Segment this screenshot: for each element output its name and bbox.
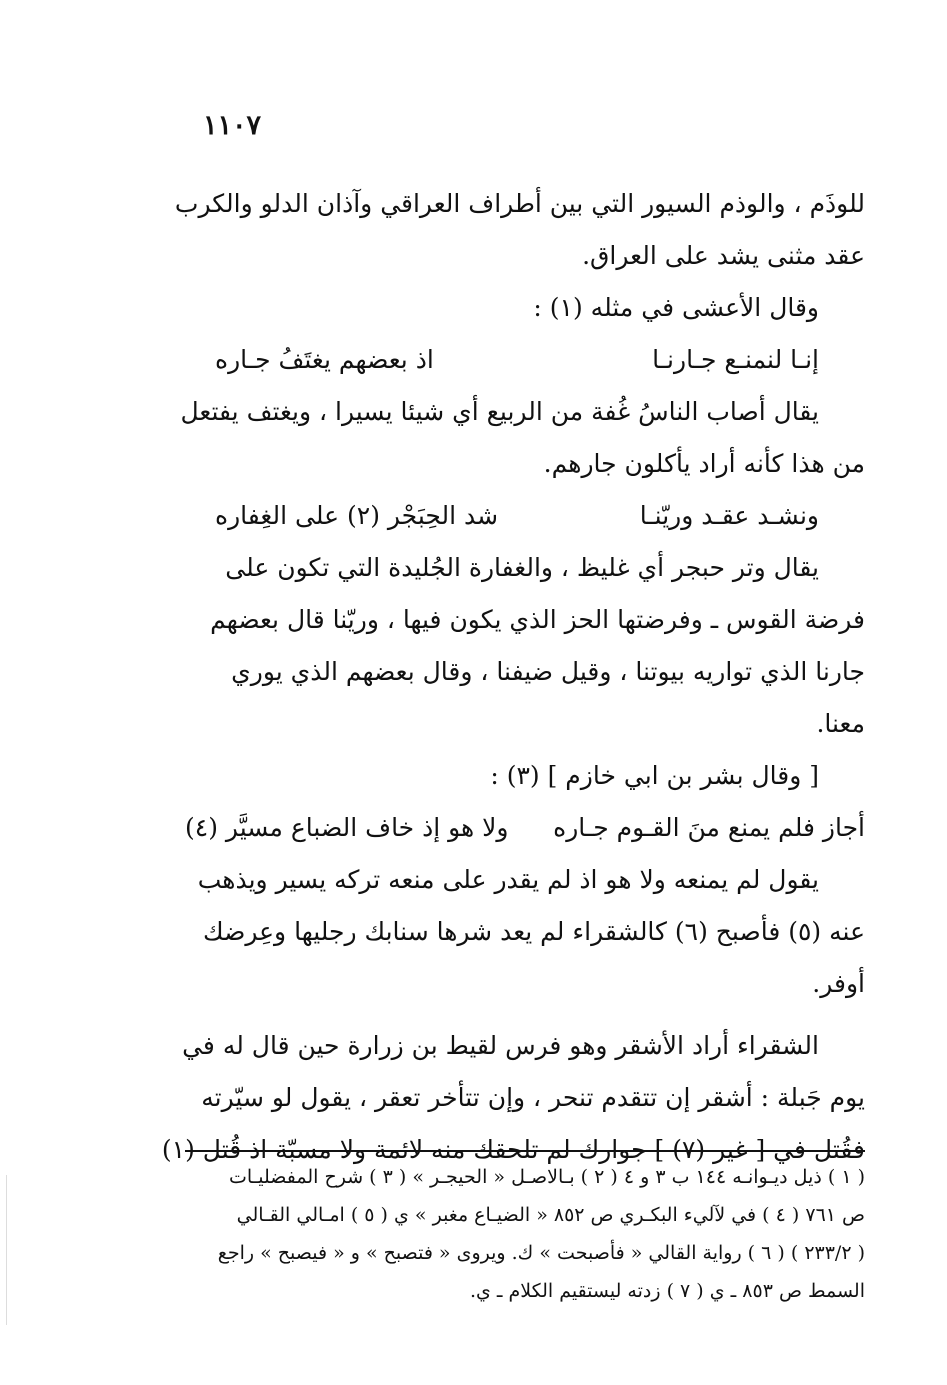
text-line: يقول لم يمنعه ولا هو اذ لم يقدر على منعه تركه يسير ويذهب: [197, 865, 819, 894]
text-line: عقد مثنى يشد على العراق.: [582, 241, 865, 270]
text-line: فقُتل في [ غير (٧) ] جوارك لم تلحقك منه لائمة ولا مسبّة اذ قُتل (١): [161, 1135, 865, 1164]
verse-first-hemistich: أجاز فلم يمنع منَ القـوم جـاره: [553, 813, 865, 842]
paragraph-gap: [185, 1010, 865, 1020]
verse-first-hemistich: إنـا لنمنـع جـارنـا: [652, 345, 819, 374]
footnote-line: ص ٧٦١ ( ٤ ) في لآليء البكـري ص ٨٥٢ « الضيـاع مغبر » ي ( ٥ ) امـالي القـالي: [236, 1204, 865, 1226]
footnote-line: السمط ص ٨٥٣ ـ ي ( ٧ ) زدته ليستقيم الكلام ـ ي.: [469, 1280, 865, 1302]
text-line: جارنا الذي تواريه بيوتنا ، وقيل ضيفنا ، وقال بعضهم الذي يوري: [231, 657, 865, 686]
text-line: يوم جَبلة : أشقر إن تتقدم تنحر ، وإن تتأخر تعقر ، يقول لو سيّرته: [201, 1083, 865, 1112]
verse-line: [185, 334, 865, 386]
page-number: ١١٠٧: [202, 110, 261, 141]
verse-line: [185, 490, 865, 542]
footnote-line: ( ١ ) ذيل ديـوانـه ١٤٤ ب ٣ و ٤ ( ٢ ) بـالاصـل « الحيجـر » ( ٣ ) شرح المفضليـات: [229, 1166, 865, 1188]
text-line: معنا.: [816, 709, 865, 738]
footnote-divider: [185, 1150, 865, 1152]
text-line: أوفر.: [812, 969, 865, 998]
verse-second-hemistich: اذ بعضهم يغتَفُ جـاره: [215, 345, 434, 374]
text-line: وقال الأعشى في مثله (١) :: [533, 293, 819, 322]
text-line: فرضة القوس ـ وفرضتها الحز الذي يكون فيها ، وريّنا قال بعضهم: [210, 605, 865, 634]
verse-second-hemistich: ولا هو إذ خاف الضباع مسيَّر (٤): [185, 813, 509, 842]
text-line: يقال وتر حبجر أي غليظ ، والغفارة الجُليدة التي تكون على: [225, 553, 819, 582]
verse-line: [185, 802, 865, 854]
text-line: من هذا كأنه أراد يأكلون جارهم.: [543, 449, 865, 478]
verse-second-hemistich: شد الحِبَجْر (٢) على الغِفاره: [215, 501, 499, 530]
footnotes: [185, 1158, 865, 1310]
text-line: للوذَم ، والوذم السيور التي بين أطراف العراقي وآذان الدلو والكرب: [174, 189, 865, 218]
verse-first-hemistich: ونشـد عقـد وريّنـا: [639, 501, 819, 530]
text-line: [ وقال بشر بن ابي خازم ] (٣) :: [490, 761, 819, 790]
text-line: يقال أصاب الناسُ غُفة من الربيع أي شيئا يسيرا ، ويغتف يفتعل: [180, 397, 819, 426]
footnote-line: ( ٢٣٣/٢ ) ( ٦ ) رواية القالي « فأصبحت » ك. ويروى « فتصبح » و « فيصبح » راجع: [217, 1242, 865, 1264]
scan-edge-mark: [6, 1175, 7, 1325]
text-line: الشقراء أراد الأشقر وهو فرس لقيط بن زرارة حين قال له في: [182, 1031, 819, 1060]
text-line: عنه (٥) فأصبح (٦) كالشقراء لم يعد شرها سنابك رجليها وعِرضك: [203, 917, 865, 946]
main-text: [161, 178, 865, 1176]
